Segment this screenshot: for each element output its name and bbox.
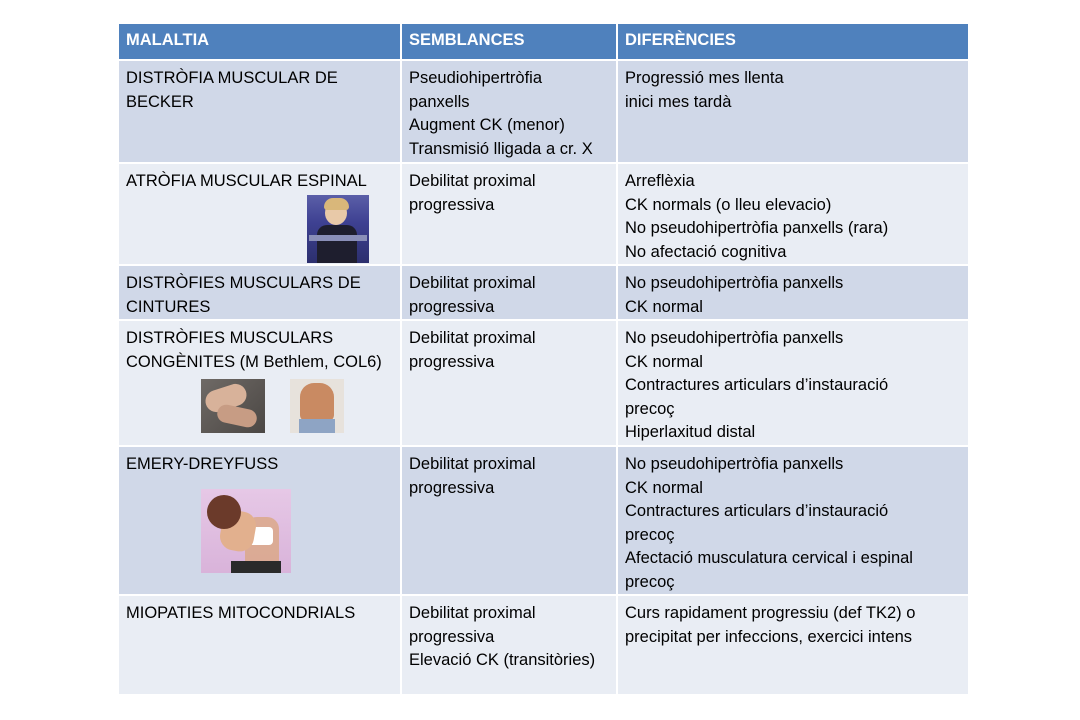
difference-text: No pseudohipertròfia panxells (rara): [625, 219, 889, 237]
header-disease: MALALTIA: [118, 23, 401, 60]
difference-text: precipitat per infeccions, exercici intens: [625, 627, 913, 646]
similarity-text: Debilitat proximal: [409, 274, 536, 292]
torso-photo: [290, 379, 344, 433]
disease-text: MIOPATIES MITOCONDRIALS: [126, 604, 356, 622]
similarity-text: Pseudiohipertròfia: [409, 69, 542, 87]
similarities-cell: [401, 595, 617, 695]
table-row: [118, 320, 969, 446]
difference-text: Progressió mes llenta: [625, 69, 784, 87]
similarity-text: Debilitat proximal: [409, 329, 536, 347]
difference-text: Arreflèxia: [625, 172, 695, 190]
disease-text: EMERY-DREYFUSS: [126, 455, 279, 473]
similarity-text: panxells: [409, 92, 470, 111]
child-wheelchair-photo: [307, 195, 369, 263]
disease-text: DISTRÒFIES MUSCULARS DE: [126, 274, 361, 292]
woman-bending-photo: [201, 489, 291, 573]
similarity-text: Transmisió lligada a cr. X: [409, 139, 593, 158]
differences-cell: [617, 446, 969, 595]
disease-cell: [118, 320, 401, 446]
similarity-text: progressiva: [409, 478, 495, 497]
disease-text: DISTRÒFIES MUSCULARS: [126, 329, 334, 347]
disease-text: CONGÈNITES (M Bethlem, COL6): [126, 352, 382, 371]
difference-text: precoç: [625, 572, 675, 591]
similarity-text: Debilitat proximal: [409, 604, 536, 622]
comparison-table: [117, 22, 970, 696]
difference-text: No afectació cognitiva: [625, 242, 787, 261]
differences-cell: [617, 60, 969, 163]
difference-text: CK normal: [625, 297, 703, 316]
difference-text: Hiperlaxitud distal: [625, 423, 756, 441]
difference-text: Contractures articulars d’instauració: [625, 376, 889, 394]
header-similarities: SEMBLANCES: [401, 23, 617, 60]
difference-text: precoç: [625, 525, 675, 544]
table-row: [118, 446, 969, 595]
difference-text: No pseudohipertròfia panxells: [625, 274, 844, 292]
disease-text: CINTURES: [126, 297, 211, 316]
header-row: [118, 23, 969, 60]
table-row: [118, 163, 969, 265]
difference-text: Afectació musculatura cervical i espinal: [625, 549, 913, 567]
similarity-text: Augment CK (menor): [409, 116, 565, 134]
hands-photo: [201, 379, 265, 433]
disease-text: DISTRÒFIA MUSCULAR DE: [126, 69, 338, 87]
disease-cell: [118, 446, 401, 595]
similarity-text: progressiva: [409, 352, 495, 371]
similarity-text: progressiva: [409, 627, 495, 646]
similarity-text: Elevació CK (transitòries): [409, 651, 596, 669]
table-row: [118, 60, 969, 163]
difference-text: Curs rapidament progressiu (def TK2) o: [625, 604, 916, 622]
disease-cell: [118, 265, 401, 320]
similarities-cell: [401, 320, 617, 446]
disease-text: ATRÒFIA MUSCULAR ESPINAL: [126, 172, 367, 190]
differences-cell: [617, 595, 969, 695]
similarity-text: Debilitat proximal: [409, 172, 536, 190]
header-differences: DIFERÈNCIES: [617, 23, 969, 60]
similarities-cell: [401, 60, 617, 163]
difference-text: No pseudohipertròfia panxells: [625, 455, 844, 473]
disease-cell: [118, 595, 401, 695]
similarity-text: Debilitat proximal: [409, 455, 536, 473]
similarities-cell: [401, 446, 617, 595]
differences-cell: [617, 163, 969, 265]
difference-text: No pseudohipertròfia panxells: [625, 329, 844, 347]
similarities-cell: [401, 163, 617, 265]
difference-text: CK normals (o lleu elevacio): [625, 195, 832, 214]
differences-cell: [617, 320, 969, 446]
disease-cell: [118, 163, 401, 265]
disease-text: BECKER: [126, 92, 194, 111]
difference-text: precoç: [625, 399, 675, 418]
difference-text: Contractures articulars d’instauració: [625, 502, 889, 520]
similarity-text: progressiva: [409, 297, 495, 316]
table-row: [118, 265, 969, 320]
difference-text: inici mes tardà: [625, 92, 732, 111]
difference-text: CK normal: [625, 352, 703, 371]
similarities-cell: [401, 265, 617, 320]
difference-text: CK normal: [625, 478, 703, 497]
differences-cell: [617, 265, 969, 320]
disease-cell: [118, 60, 401, 163]
table-row: [118, 595, 969, 695]
similarity-text: progressiva: [409, 195, 495, 214]
